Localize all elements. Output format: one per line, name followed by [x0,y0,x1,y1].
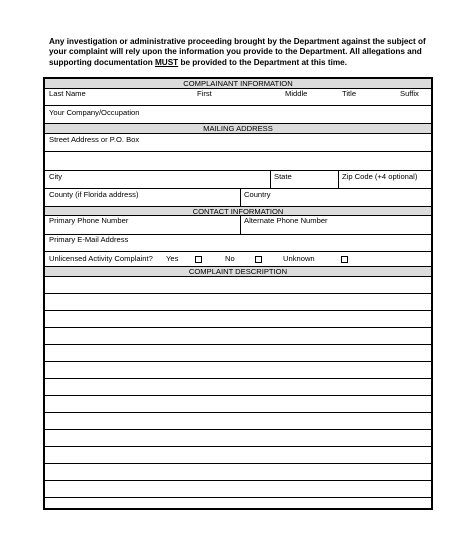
city-divider [270,171,271,188]
title-label: Title [342,89,357,98]
checkbox-icon [255,256,262,263]
country-label: Country [244,190,271,199]
no-checkbox[interactable] [255,254,262,263]
first-name-label: First [197,89,212,98]
county-divider [240,189,241,206]
unknown-checkbox[interactable] [341,254,348,263]
section-header-mailing: MAILING ADDRESS [45,124,431,134]
intro-line-3-end: be provided to the Department at this time. [178,57,347,67]
unlicensed-row [45,252,431,267]
state-label: State [274,172,292,181]
street-row[interactable] [45,134,431,152]
phone-row[interactable] [45,216,431,235]
alt-phone-label: Alternate Phone Number [244,216,328,225]
yes-checkbox[interactable] [195,254,202,263]
complaint-line[interactable] [45,379,431,396]
city-label: City [49,172,63,181]
checkbox-icon [195,256,202,263]
complaint-line[interactable] [45,447,431,464]
no-label: No [225,254,235,263]
county-label: County (if Florida address) [49,190,139,199]
intro-line-3 [49,58,431,68]
intro-line-3-start: supporting documentation [49,57,155,67]
name-row[interactable] [45,89,431,106]
section-header-complaint: COMPLAINT DESCRIPTION [45,267,431,277]
must-emphasis: MUST [154,57,179,67]
state-divider [338,171,339,188]
complaint-line[interactable] [45,481,431,498]
street-label: Street Address or P.O. Box [49,135,140,144]
middle-name-label: Middle [285,89,308,98]
complaint-line[interactable] [45,345,431,362]
intro-line-1: Any investigation or administrative proceeding brought by the Department against the subject of [49,37,426,46]
complaint-line[interactable] [45,277,431,294]
email-row[interactable] [45,235,431,252]
section-header-contact: CONTACT INFORMATION [45,207,431,216]
zip-label: Zip Code (+4 optional) [342,172,418,181]
complaint-form-table [43,77,433,510]
intro-line-2: your complaint will rely upon the information you provide to the Department. All allegations and [49,47,422,57]
intro-paragraph [49,37,431,68]
complaint-line[interactable] [45,294,431,311]
complaint-line[interactable] [45,464,431,481]
suffix-label: Suffix [400,89,419,98]
company-label: Your Company/Occupation [49,108,140,117]
unknown-label: Unknown [283,254,315,263]
complaint-line[interactable] [45,498,431,510]
phone-divider [240,216,241,234]
complaint-line[interactable] [45,430,431,447]
city-row[interactable] [45,170,431,189]
complaint-line[interactable] [45,328,431,345]
company-row[interactable] [45,106,431,124]
county-row[interactable] [45,189,431,207]
complaint-line[interactable] [45,311,431,328]
email-label: Primary E-Mail Address [49,235,129,244]
last-name-label: Last Name [49,89,86,98]
checkbox-icon [341,256,348,263]
complaint-line[interactable] [45,362,431,379]
unlicensed-question: Unlicensed Activity Complaint? [49,254,153,263]
primary-phone-label: Primary Phone Number [49,216,129,225]
complaint-line[interactable] [45,413,431,430]
yes-label: Yes [166,254,179,263]
complaint-line[interactable] [45,396,431,413]
spacer-row [45,152,431,170]
section-header-complainant: COMPLAINANT INFORMATION [45,79,431,89]
